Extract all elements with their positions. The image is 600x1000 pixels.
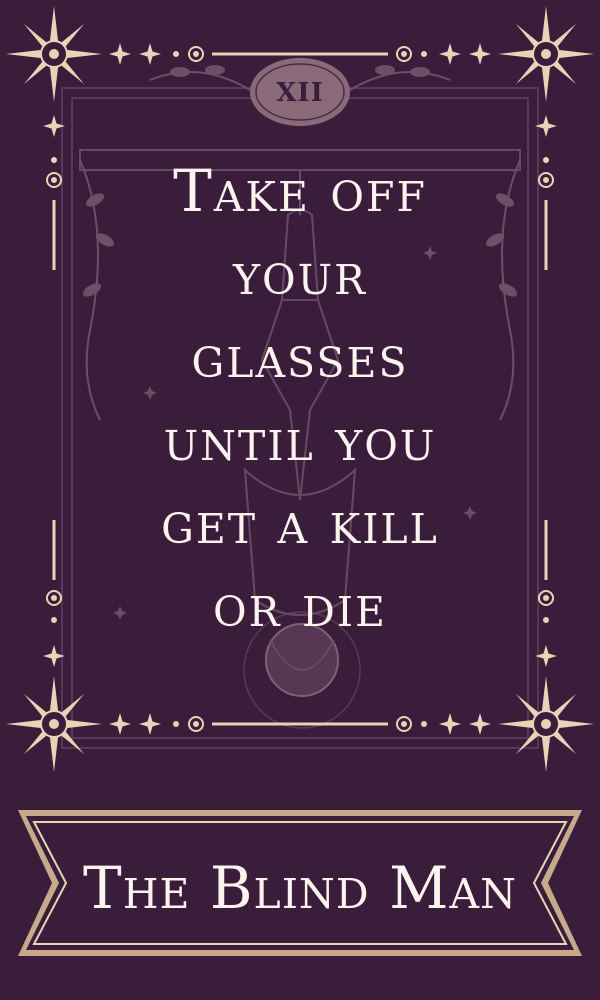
card-numeral: XII — [276, 78, 324, 108]
moon-icon — [346, 62, 355, 80]
prompt-line: until you — [163, 406, 437, 474]
prompt-line: Take off — [173, 157, 427, 225]
prompt-line: or die — [213, 572, 387, 640]
prompt-line: get a kill — [161, 489, 439, 557]
card-title: The Blind Man — [83, 854, 517, 922]
card-prompt — [70, 150, 530, 640]
prompt-line: glasses — [191, 323, 409, 391]
prompt-line: your — [232, 240, 368, 308]
